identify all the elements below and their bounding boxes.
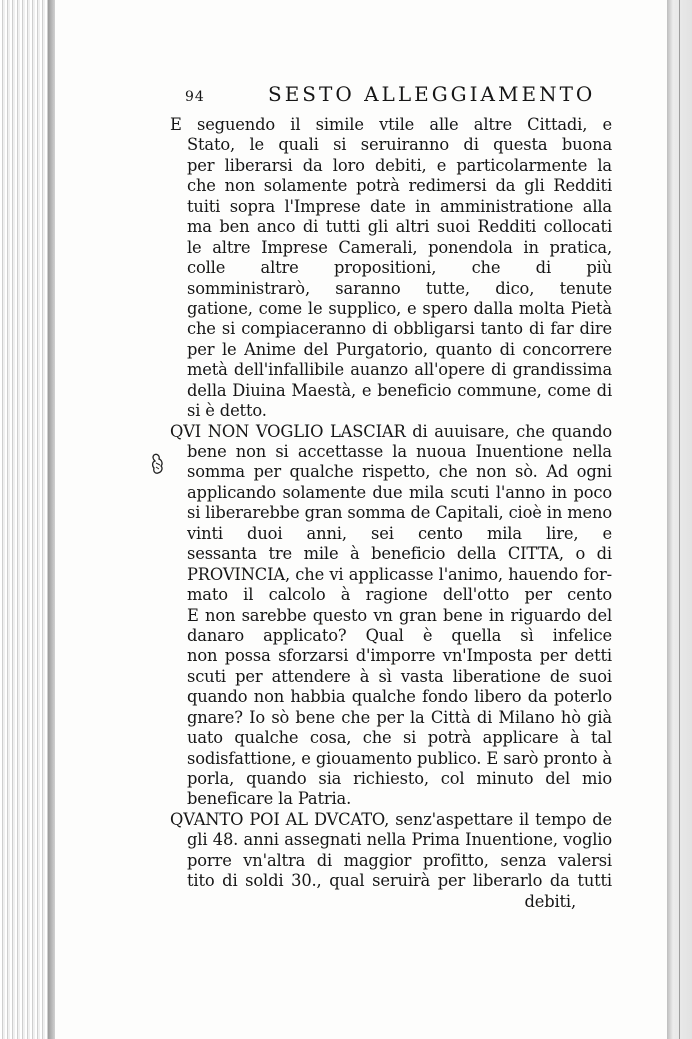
text-line: E non sarebbe questo vn gran bene in riguardo del xyxy=(187,605,612,625)
text-line: somministrarò, saranno tutte, dico, tenute xyxy=(187,278,612,298)
text-line: ma ben anco di tutti gli altri suoi Redditi collocati xyxy=(187,217,612,237)
text-line: somma per qualche rispetto, che non sò. Ad ogni xyxy=(187,462,612,482)
page-body-text xyxy=(170,115,612,912)
text-line: colle altre propositioni, che di più xyxy=(187,258,612,278)
running-head: SESTO ALLEGGIAMENTO xyxy=(268,82,596,106)
text-line: non possa sforzarsi d'imporre vn'Imposta per detti xyxy=(187,646,612,666)
text-line: quando non habbia qualche fondo libero da poterlo xyxy=(187,687,612,707)
text-line: mato il calcolo à ragione dell'otto per cento xyxy=(187,585,612,605)
text-line: Stato, le quali si seruiranno di questa buona xyxy=(187,135,612,155)
text-line: sodisfattione, e giouamento publico. E sarò pronto à xyxy=(187,748,612,768)
text-line: bene non si accettasse la nuoua Inuentione nella xyxy=(187,442,612,461)
text-line: tito di soldi 30., qual seruirà per liberarlo da tutti xyxy=(187,871,612,891)
text-line: danaro applicato? Qual è quella sì infelice xyxy=(187,625,612,645)
text-line: beneficare la Patria. xyxy=(187,789,352,809)
text-line: applicando solamente due mila scuti l'anno in poco xyxy=(187,482,612,502)
book-page-edges xyxy=(0,0,50,1039)
page-header xyxy=(185,82,625,112)
catchword: debiti, xyxy=(524,891,576,911)
text-line: porre vn'altra di maggior profitto, senza valersi xyxy=(187,850,612,870)
text-line: tuiti sopra l'Imprese date in amministratione alla xyxy=(187,196,612,216)
text-line: E seguendo il simile vtile alle altre Cittadi, e xyxy=(170,115,612,134)
text-line: vinti duoi anni, sei cento mila lire, e xyxy=(187,523,612,543)
text-line: per liberarsi da loro debiti, e particolarmente la xyxy=(187,155,612,175)
text-line: porla, quando sia richiesto, col minuto del mio xyxy=(187,769,612,788)
text-line: le altre Imprese Camerali, ponendola in pratica, xyxy=(187,237,612,257)
text-line: metà dell'infallibile auanzo all'opere di grandissima xyxy=(187,360,612,380)
text-line: scuti per attendere à sì vasta liberatione de suoi xyxy=(187,666,612,686)
text-line: QVANTO POI AL DVCATO, senz'aspettare il tempo de xyxy=(170,809,612,829)
text-line: gli 48. anni assegnati nella Prima Inuentione, voglio xyxy=(187,830,612,850)
text-line: gatione, come le supplico, e spero dalla molta Pietà xyxy=(187,298,612,318)
page-right-margin xyxy=(667,0,692,1039)
text-line: che si compiaceranno di obbligarsi tanto di far dire xyxy=(187,319,612,339)
text-line: per le Anime del Purgatorio, quanto di concorrere xyxy=(187,339,612,359)
text-line: gnare? Io sò bene che per la Città di Milano hò già xyxy=(187,707,612,727)
page-number: 94 xyxy=(185,89,205,105)
text-line: che non solamente potrà redimersi da gli Redditi xyxy=(187,176,612,196)
manicule-icon xyxy=(150,452,168,476)
text-line: QVI NON VOGLIO LASCIAR di auuisare, che quando xyxy=(170,421,612,441)
text-line: della Diuina Maestà, e beneficio commune, come di xyxy=(187,380,612,400)
text-line: si è detto. xyxy=(187,401,267,421)
text-line: uato qualche cosa, che si potrà applicare à tal xyxy=(187,728,612,748)
text-line: sessanta tre mile à beneficio della CITTA, o di xyxy=(187,544,612,564)
text-line: si liberarebbe gran somma de Capitali, cioè in meno xyxy=(187,503,612,523)
text-line: PROVINCIA, che vi applicasse l'animo, hauendo for- xyxy=(187,564,612,584)
